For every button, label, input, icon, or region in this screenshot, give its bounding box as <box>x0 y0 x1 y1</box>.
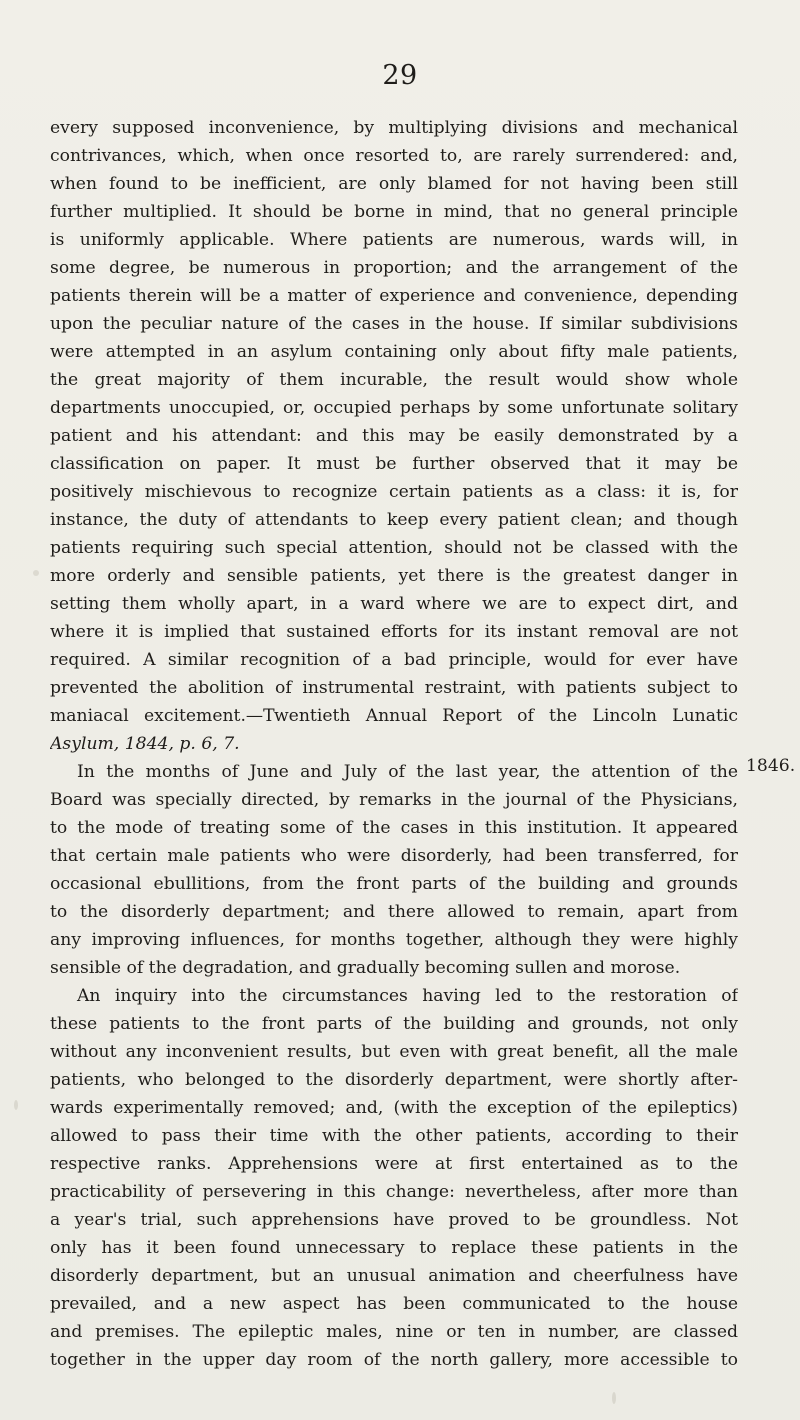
text-line-44: and premises. The epileptic males, nine or ten in number, are classed <box>50 1322 738 1342</box>
text-line-3: when found to be inefficient, are only blamed for not having been still <box>50 174 738 194</box>
text-line-34: without any inconvenient results, but even with great benefit, all the male <box>50 1042 738 1062</box>
text-line-45: together in the upper day room of the north gallery, more accessible to <box>50 1350 738 1370</box>
text-line-31: sensible of the degradation, and gradually becoming sullen and morose. <box>50 958 681 978</box>
text-line-19: where it is implied that sustained efforts for its instant removal are not <box>50 622 738 642</box>
text-line-33: these patients to the front parts of the building and grounds, not only <box>50 1014 738 1034</box>
text-line-2: contrivances, which, when once resorted to, are rarely surrendered: and, <box>50 146 738 166</box>
text-line-26: to the mode of treating some of the cases in this institution. It appeared <box>50 818 738 838</box>
text-line-1: every supposed inconvenience, by multiplying divisions and mechanical <box>50 118 738 138</box>
text-line-36: wards experimentally removed; and, (with the exception of the epileptics) <box>50 1098 738 1118</box>
text-line-15: instance, the duty of attendants to keep every patient clean; and though <box>50 510 738 530</box>
text-line-39: practicability of persevering in this change: nevertheless, after more than <box>50 1182 738 1202</box>
text-line-10: the great majority of them incurable, the result would show whole <box>50 370 738 390</box>
body-text <box>50 114 738 1374</box>
text-line-25: Board was specially directed, by remarks in the journal of the Physicians, <box>50 790 738 810</box>
paper-speck <box>14 1100 18 1110</box>
text-line-6: some degree, be numerous in proportion; and the arrangement of the <box>50 258 738 278</box>
text-line-43: prevailed, and a new aspect has been communicated to the house <box>50 1294 738 1314</box>
text-line-42: disorderly department, but an unusual animation and cheerfulness have <box>50 1266 738 1286</box>
citation-line-1: maniacal excitement.—Twentieth Annual Report of the Lincoln Lunatic <box>50 706 738 726</box>
text-line-12: patient and his attendant: and this may be easily demonstrated by a <box>50 426 738 446</box>
paper-smudge <box>33 570 39 576</box>
text-line-28: occasional ebullitions, from the front parts of the building and grounds <box>50 874 738 894</box>
text-line-40: a year's trial, such apprehensions have proved to be groundless. Not <box>50 1210 738 1230</box>
text-line-7: patients therein will be a matter of experience and convenience, depending <box>50 286 738 306</box>
text-line-14: positively mischievous to recognize certain patients as a class: it is, for <box>50 482 738 502</box>
text-line-37: allowed to pass their time with the other patients, according to their <box>50 1126 738 1146</box>
text-line-41: only has it been found unnecessary to replace these patients in the <box>50 1238 738 1258</box>
text-line-11: departments unoccupied, or, occupied perhaps by some unfortunate solitary <box>50 398 738 418</box>
text-line-13: classification on paper. It must be further observed that it may be <box>50 454 738 474</box>
paper-speck <box>612 1392 616 1404</box>
text-line-5: is uniformly applicable. Where patients are numerous, wards will, in <box>50 230 738 250</box>
text-line-35: patients, who belonged to the disorderly department, were shortly after- <box>50 1070 738 1090</box>
citation-line-2: Asylum, 1844, p. 6, 7. <box>50 734 240 754</box>
text-line-16: patients requiring such special attention, should not be classed with the <box>50 538 738 558</box>
text-line-20: required. A similar recognition of a bad principle, would for ever have <box>50 650 738 670</box>
text-line-18: setting them wholly apart, in a ward where we are to expect dirt, and <box>50 594 738 614</box>
text-line-27: that certain male patients who were disorderly, had been transferred, for <box>50 846 738 866</box>
text-line-29: to the disorderly department; and there allowed to remain, apart from <box>50 902 738 922</box>
text-line-21: prevented the abolition of instrumental restraint, with patients subject to <box>50 678 738 698</box>
text-line-32: An inquiry into the circumstances having led to the restoration of <box>77 986 738 1006</box>
text-line-8: upon the peculiar nature of the cases in the house. If similar subdivisions <box>50 314 738 334</box>
text-line-9: were attempted in an asylum containing only about fifty male patients, <box>50 342 738 362</box>
text-line-4: further multiplied. It should be borne in mind, that no general principle <box>50 202 738 222</box>
margin-year: 1846. <box>746 756 796 776</box>
text-line-17: more orderly and sensible patients, yet there is the greatest danger in <box>50 566 738 586</box>
text-line-30: any improving influences, for months together, although they were highly <box>50 930 738 950</box>
text-line-38: respective ranks. Apprehensions were at first entertained as to the <box>50 1154 738 1174</box>
page-number: 29 <box>382 60 418 91</box>
text-line-24: In the months of June and July of the last year, the attention of the <box>77 762 738 782</box>
